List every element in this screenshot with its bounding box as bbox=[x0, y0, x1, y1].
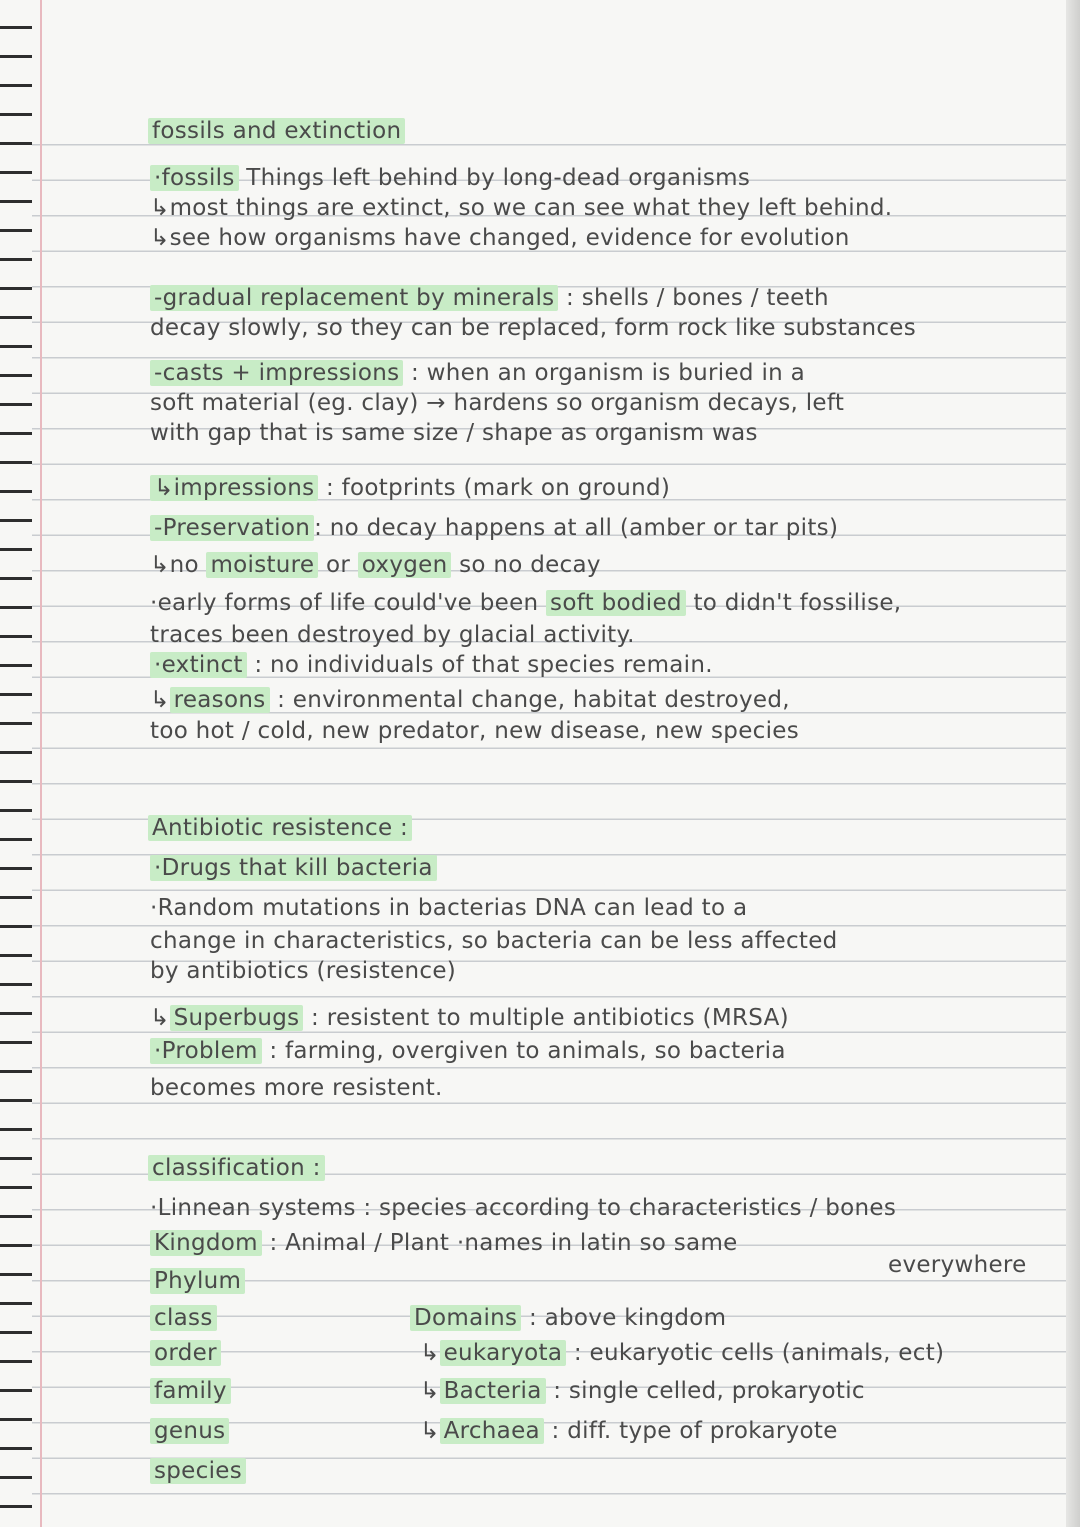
domains-line bbox=[420, 1418, 838, 1444]
note-line bbox=[150, 1305, 217, 1331]
highlighted-text: -casts + impressions bbox=[150, 360, 403, 386]
note-text: everywhere bbox=[888, 1252, 1027, 1278]
note-text: ↳ bbox=[420, 1378, 440, 1404]
domains-line bbox=[420, 1340, 944, 1366]
note-line bbox=[150, 1195, 896, 1221]
note-text: soft material (eg. clay) → hardens so organism decays, left bbox=[150, 390, 845, 416]
note-line bbox=[150, 652, 713, 678]
note-text: : environmental change, habitat destroyed, bbox=[269, 687, 790, 713]
note-line bbox=[150, 420, 758, 446]
note-text: : shells / bones / teeth bbox=[558, 285, 829, 311]
note-line bbox=[150, 958, 456, 984]
highlighted-text: Antibiotic resistence : bbox=[148, 815, 412, 841]
note-text: : Animal / Plant ·names in latin so same bbox=[261, 1230, 738, 1256]
note-text: Things left behind by long-dead organisms bbox=[238, 165, 751, 191]
highlighted-text: order bbox=[150, 1340, 221, 1366]
note-text: : eukaryotic cells (animals, ect) bbox=[566, 1340, 945, 1366]
note-line bbox=[150, 1005, 789, 1031]
note-line bbox=[150, 590, 901, 616]
note-line bbox=[150, 1378, 231, 1404]
highlighted-text: Bacteria bbox=[440, 1378, 546, 1404]
note-line bbox=[150, 390, 844, 416]
note-text: : when an organism is buried in a bbox=[403, 360, 806, 386]
highlighted-text: ↳impressions bbox=[150, 475, 318, 501]
section-heading bbox=[148, 815, 412, 841]
highlighted-text: species bbox=[150, 1458, 246, 1484]
note-text: : no decay happens at all (amber or tar pits) bbox=[314, 515, 839, 541]
note-text: : above kingdom bbox=[521, 1305, 727, 1331]
note-text: : footprints (mark on ground) bbox=[318, 475, 671, 501]
highlighted-text: soft bodied bbox=[546, 590, 686, 616]
note-text: ·Random mutations in bacterias DNA can lead to a bbox=[150, 895, 748, 921]
note-text: : no individuals of that species remain. bbox=[246, 652, 713, 678]
note-line bbox=[150, 1458, 246, 1484]
note-line bbox=[150, 225, 850, 251]
note-line bbox=[150, 515, 838, 541]
highlighted-text: family bbox=[150, 1378, 231, 1404]
note-line bbox=[150, 1038, 786, 1064]
spiral-binding bbox=[0, 0, 32, 1527]
note-line bbox=[150, 855, 437, 881]
note-text: ↳see how organisms have changed, evidence for evolution bbox=[150, 225, 850, 251]
note-text: with gap that is same size / shape as organism was bbox=[150, 420, 758, 446]
note-line bbox=[150, 1075, 443, 1101]
highlighted-text: moisture bbox=[206, 552, 318, 578]
highlighted-text: Phylum bbox=[150, 1268, 245, 1294]
highlighted-text: ·fossils bbox=[150, 165, 239, 191]
note-text: to didn't fossilise, bbox=[685, 590, 902, 616]
note-text: ↳ bbox=[150, 687, 170, 713]
note-line bbox=[150, 315, 916, 341]
highlighted-text: ·extinct bbox=[150, 652, 247, 678]
highlighted-text: classification : bbox=[148, 1155, 325, 1181]
margin-line bbox=[40, 0, 42, 1527]
note-text: change in characteristics, so bacteria can be less affected bbox=[150, 928, 838, 954]
note-text: becomes more resistent. bbox=[150, 1075, 443, 1101]
note-text: by antibiotics (resistence) bbox=[150, 958, 457, 984]
highlighted-text: ·Drugs that kill bacteria bbox=[150, 855, 437, 881]
highlighted-text: Kingdom bbox=[150, 1230, 262, 1256]
note-text: or bbox=[318, 552, 358, 578]
note-text: ↳ bbox=[420, 1340, 440, 1366]
note-text: too hot / cold, new predator, new disease, new species bbox=[150, 718, 800, 744]
note-line bbox=[150, 1230, 738, 1256]
note-text: ↳no bbox=[150, 552, 207, 578]
note-text: decay slowly, so they can be replaced, form rock like substances bbox=[150, 315, 917, 341]
note-line bbox=[150, 165, 750, 191]
note-line bbox=[150, 195, 892, 221]
note-text: traces been destroyed by glacial activity. bbox=[150, 622, 635, 648]
highlighted-text: Domains bbox=[410, 1305, 521, 1331]
note-text: : diff. type of prokaryote bbox=[543, 1418, 838, 1444]
note-text: ↳ bbox=[420, 1418, 440, 1444]
note-line bbox=[150, 718, 799, 744]
note-line bbox=[150, 1340, 221, 1366]
highlighted-text: Archaea bbox=[440, 1418, 544, 1444]
note-line bbox=[150, 552, 601, 578]
note-line bbox=[150, 285, 829, 311]
section-heading bbox=[148, 1155, 325, 1181]
highlighted-text: fossils and extinction bbox=[148, 118, 405, 144]
note-line bbox=[150, 475, 670, 501]
highlighted-text: Superbugs bbox=[170, 1005, 304, 1031]
domains-line bbox=[420, 1378, 865, 1404]
note-line bbox=[888, 1252, 1027, 1278]
note-line bbox=[150, 622, 635, 648]
note-text: : single celled, prokaryotic bbox=[545, 1378, 865, 1404]
highlighted-text: class bbox=[150, 1305, 217, 1331]
note-line bbox=[150, 895, 747, 921]
highlighted-text: oxygen bbox=[358, 552, 452, 578]
note-text: : farming, overgiven to animals, so bacteria bbox=[261, 1038, 786, 1064]
note-line bbox=[150, 687, 790, 713]
page-edge bbox=[1066, 0, 1080, 1527]
note-text: ·Linnean systems : species according to characteristics / bones bbox=[150, 1195, 897, 1221]
highlighted-text: -Preservation bbox=[150, 515, 314, 541]
domains-line bbox=[410, 1305, 726, 1331]
highlighted-text: reasons bbox=[170, 687, 270, 713]
note-line bbox=[150, 1418, 229, 1444]
note-text: ↳ bbox=[150, 1005, 170, 1031]
note-line bbox=[150, 928, 838, 954]
note-line bbox=[150, 360, 805, 386]
note-text: so no decay bbox=[451, 552, 601, 578]
note-text: ·early forms of life could've been bbox=[150, 590, 547, 616]
highlighted-text: -gradual replacement by minerals bbox=[150, 285, 558, 311]
note-text: : resistent to multiple antibiotics (MRSA) bbox=[303, 1005, 789, 1031]
highlighted-text: eukaryota bbox=[440, 1340, 567, 1366]
note-text: ↳most things are extinct, so we can see what they left behind. bbox=[150, 195, 893, 221]
highlighted-text: ·Problem bbox=[150, 1038, 262, 1064]
note-line bbox=[150, 1268, 245, 1294]
highlighted-text: genus bbox=[150, 1418, 229, 1444]
section-heading bbox=[148, 118, 405, 144]
